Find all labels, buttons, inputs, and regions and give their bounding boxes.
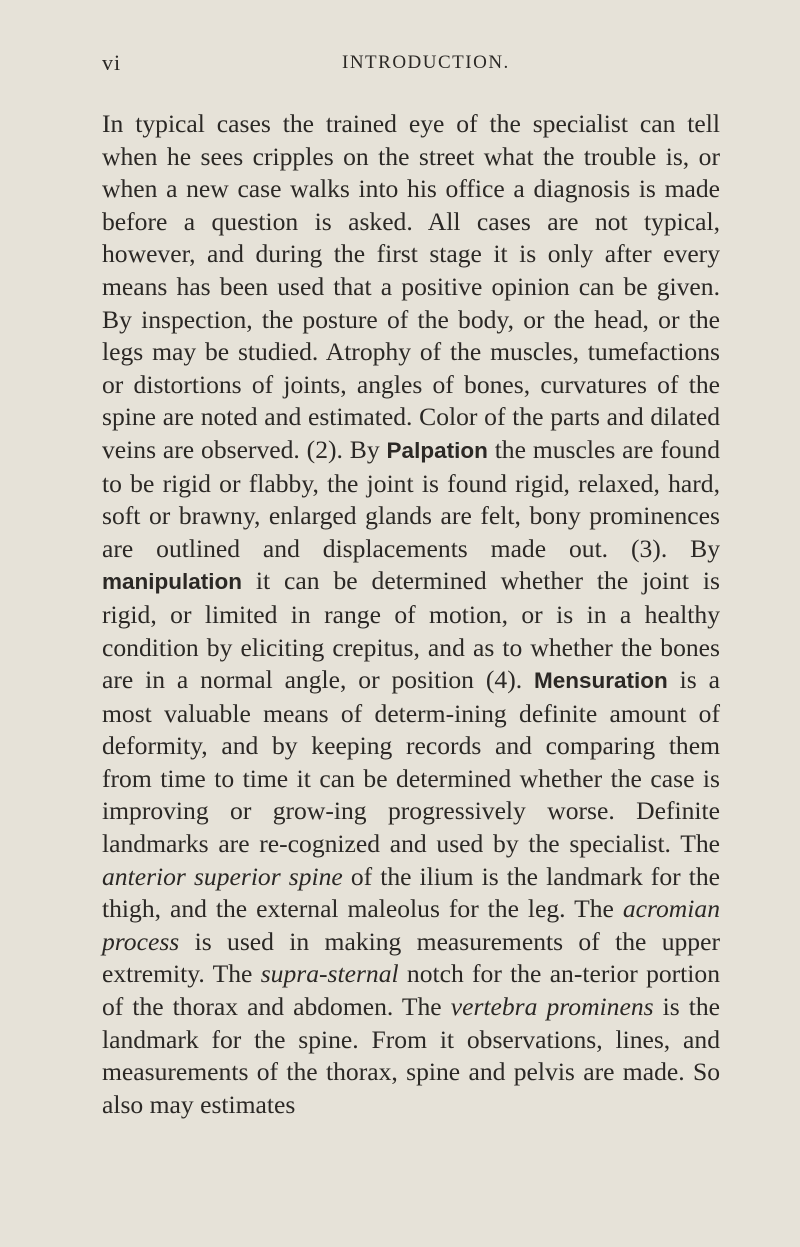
bold-term-manipulation: manipulation [102, 569, 242, 595]
italic-term-acromian-process: acromian process [102, 894, 720, 956]
text-run: is the landmark for the spine. From it observations, lines, and measurements of the thorax, spine and pelvis are made. So also may estimates [102, 992, 720, 1119]
page-number: vi [102, 50, 122, 75]
body-paragraph [102, 108, 720, 1121]
text-run: In typical cases the trained eye of the specialist can tell when he sees cripples on the street what the trouble is, or when a new case walks into his office a diagnosis is made before a question is asked. All cases are not typical, however, and during the first stage it is only after every means has been used that a positive opinion can be given. By inspection, the posture of the body, or the head, or the legs may be studied. Atrophy of the muscles, tumefactions or distortions of joints, angles of bones, curvatures of the spine are noted and estimated. Color of the parts and dilated veins are observed. (2). By [102, 109, 720, 464]
page-header [102, 50, 722, 80]
bold-term-mensuration: Mensuration [534, 668, 668, 694]
text-run: is a most valuable means of determ-ining definite amount of deformity, and by keeping records and comparing them from time to time it can be determined whether the case is improving or grow-ing progressively worse. Definite landmarks are re-cognized and used by the specialist. The [102, 665, 720, 859]
text-run: notch for the an-terior portion of the thorax and abdomen. The [102, 959, 720, 1022]
italic-term-anterior-superior-spine: anterior superior spine [102, 861, 343, 891]
running-title: INTRODUCTION. [342, 52, 510, 73]
text-run: it can be determined whether the joint is rigid, or limited in range of motion, or is in a healthy condition by eliciting crepitus, and as to whether the bones are in a normal angle, or position (4). [102, 566, 720, 695]
text-run: the muscles are found to be rigid or flabby, the joint is found rigid, relaxed, hard, soft or brawny, enlarged glands are felt, bony prominences are outlined and displacements made out. (3). By [102, 434, 720, 563]
paragraph [102, 108, 720, 1121]
italic-term-supra-sternal: supra-sternal [260, 959, 399, 989]
bold-term-palpation: Palpation [386, 437, 488, 463]
italic-term-vertebra-prominens: vertebra prominens [450, 992, 654, 1022]
text-run: of the ilium is the landmark for the thigh, and the external maleolus for the leg. The [102, 861, 720, 924]
text-run: is used in making measurements of the upper extremity. The [102, 926, 720, 989]
